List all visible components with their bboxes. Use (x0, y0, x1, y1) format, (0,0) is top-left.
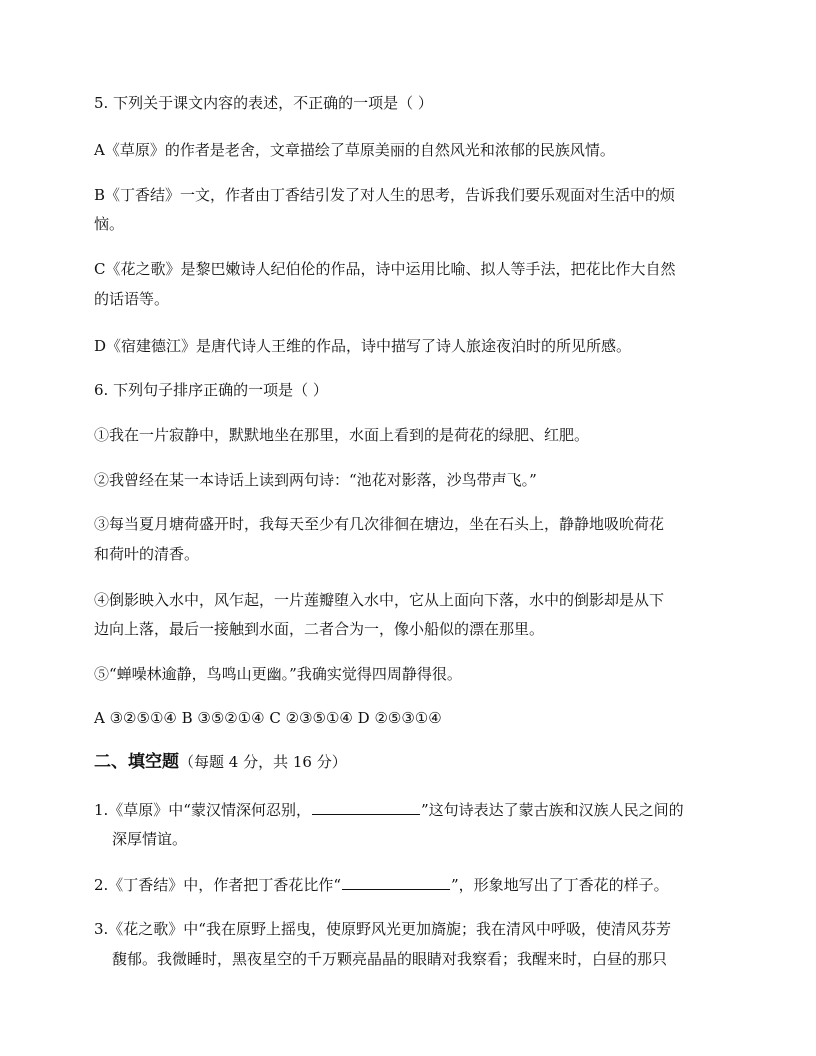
question-6-sentence-3-line2: 和荷叶的清香。 (94, 545, 200, 563)
question-6-stem: 6. 下列句子排序正确的一项是（ ） (94, 381, 328, 399)
question-6-options: A ③②⑤①④ B ③⑤②①④ C ②③⑤①④ D ②⑤③①④ (94, 709, 442, 727)
fill-question-3-line1: 3.《花之歌》中“我在原野上摇曳，使原野风光更加旖旎；我在清风中呼吸，使清风芬芳 (94, 920, 671, 938)
fill-question-1-line2: 深厚情谊。 (112, 830, 188, 848)
question-5-option-c-line2: 的话语等。 (94, 290, 170, 308)
fill-question-2-text-before: 2.《丁香结》中，作者把丁香花比作“ (94, 876, 341, 894)
fill-question-3-line2: 馥郁。我微睡时，黑夜星空的千万颗亮晶晶的眼睛对我察看；我醒来时，白昼的那只 (112, 950, 668, 968)
question-5-option-d: D《宿建德江》是唐代诗人王维的作品，诗中描写了诗人旅途夜泊时的所见所感。 (94, 337, 632, 355)
fill-question-1-text-after: ”这句诗表达了蒙古族和汉族人民之间的 (420, 801, 684, 819)
fill-question-1-blank[interactable] (312, 798, 420, 815)
question-6-sentence-1: ①我在一片寂静中，默默地坐在那里，水面上看到的是荷花的绿肥、红肥。 (94, 426, 590, 444)
question-5-option-c-line1: C《花之歌》是黎巴嫩诗人纪伯伦的作品，诗中运用比喻、拟人等手法，把花比作大自然 (94, 260, 676, 278)
question-6-sentence-4-line2: 边向上落，最后一接触到水面，二者合为一，像小船似的漂在那里。 (94, 620, 545, 638)
fill-question-1-line1 (94, 798, 734, 821)
section-2-title: 二、填空题 (94, 752, 179, 772)
question-5-option-b-line2: 恼。 (94, 215, 125, 233)
fill-question-2-blank[interactable] (342, 873, 450, 890)
fill-question-2 (94, 873, 734, 896)
question-5-stem: 5. 下列关于课文内容的表述，不正确的一项是（ ） (94, 94, 433, 112)
question-5-option-a: A《草原》的作者是老舍，文章描绘了草原美丽的自然风光和浓郁的民族风情。 (94, 141, 615, 159)
fill-question-1-text-before: 1.《草原》中“蒙汉情深何忍别， (94, 801, 311, 819)
section-2-score-note: （每题 4 分，共 16 分） (179, 753, 347, 771)
question-6-sentence-4-line1: ④倒影映入水中，风乍起，一片莲瓣堕入水中，它从上面向下落，水中的倒影却是从下 (94, 591, 665, 609)
question-6-sentence-5: ⑤“蝉噪林逾静，鸟鸣山更幽。”我确实觉得四周静得很。 (94, 665, 462, 683)
question-6-sentence-3-line1: ③每当夏月塘荷盛开时，我每天至少有几次徘徊在塘边，坐在石头上，静静地吸吮荷花 (94, 515, 665, 533)
question-6-sentence-2: ②我曾经在某一本诗话上读到两句诗：“池花对影落，沙鸟带声飞。” (94, 471, 537, 489)
fill-question-2-text-after: ”，形象地写出了丁香花的样子。 (450, 876, 669, 894)
section-2-heading (94, 751, 734, 773)
question-5-option-b-line1: B《丁香结》一文，作者由丁香结引发了对人生的思考，告诉我们要乐观面对生活中的烦 (94, 186, 676, 204)
